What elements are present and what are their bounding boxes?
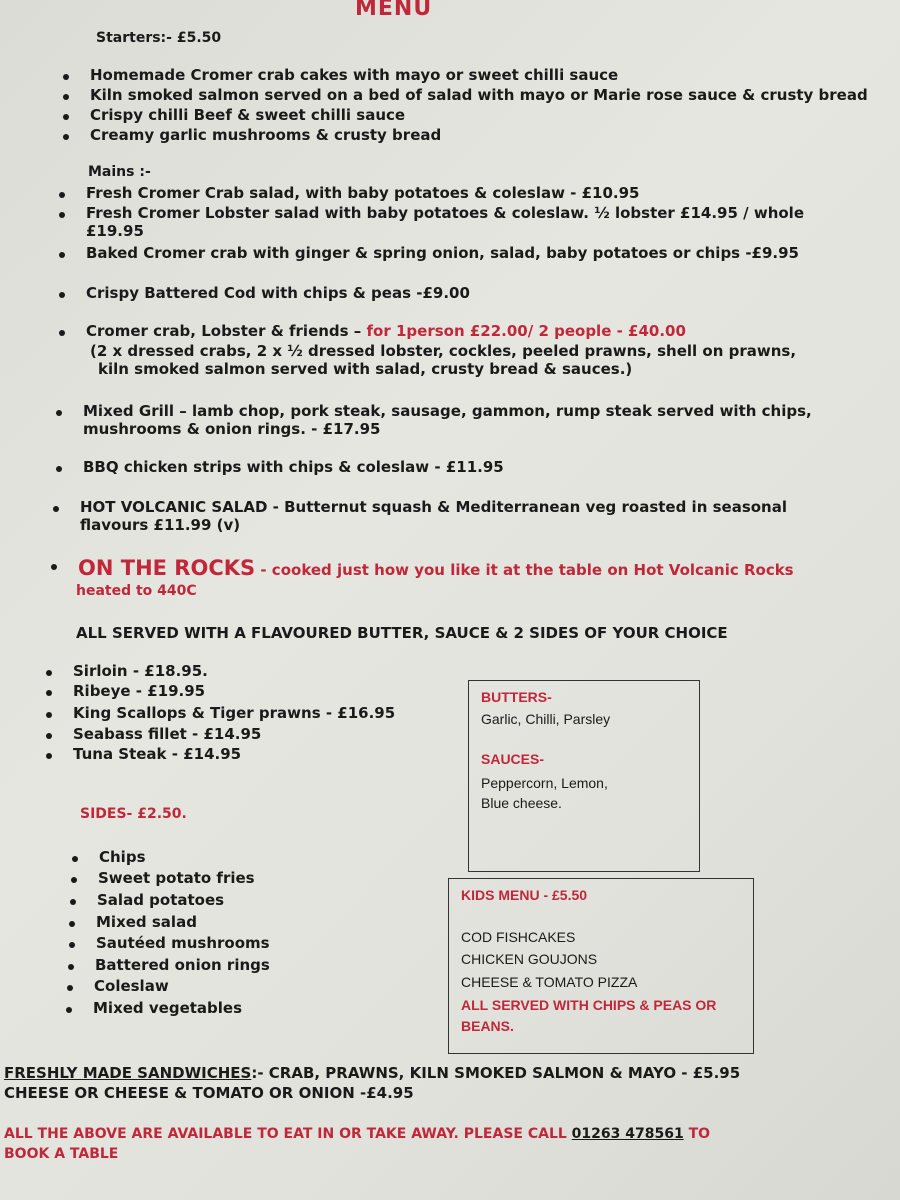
main-item: Fresh Cromer Crab salad, with baby potatoes & coleslaw - £10.95: [86, 184, 640, 202]
kids-note: BEANS.: [461, 1018, 514, 1034]
kids-heading: KIDS MENU - £5.50: [461, 887, 588, 903]
starter-item: Homemade Cromer crab cakes with mayo or sweet chilli sauce: [90, 66, 619, 84]
kids-item: CHEESE & TOMATO PIZZA: [461, 974, 638, 990]
main-item: BBQ chicken strips with chips & coleslaw - £11.95: [83, 458, 504, 476]
footer-line2: BOOK A TABLE: [4, 1146, 119, 1162]
side-item: Sweet potato fries: [98, 869, 255, 887]
side-item: Chips: [99, 848, 146, 866]
side-item: Salad potatoes: [97, 891, 225, 909]
footer-text: TO: [683, 1126, 711, 1142]
platter-name: Cromer crab, Lobster & friends –: [86, 322, 367, 340]
sandwiches-fillings: :- CRAB, PRAWNS, KILN SMOKED SALMON & MAYO - £5.95: [251, 1064, 741, 1082]
main-item-cont: mushrooms & onion rings. - £17.95: [83, 420, 381, 438]
main-item: Fresh Cromer Lobster salad with baby potatoes & coleslaw. ½ lobster £14.95 / whole: [86, 204, 805, 222]
platter-price: for 1person £22.00/ 2 people - £40.00: [366, 322, 686, 340]
side-item: Coleslaw: [94, 977, 169, 995]
menu-title: MENU: [355, 0, 433, 21]
rocks-item: Sirloin - £18.95.: [73, 662, 208, 680]
sauces-heading: SAUCES-: [481, 751, 545, 767]
side-item: Battered onion rings: [95, 956, 270, 974]
main-item-cont: flavours £11.99 (v): [80, 516, 241, 534]
butters-heading: BUTTERS-: [481, 689, 552, 705]
kids-item: COD FISHCAKES: [461, 929, 576, 945]
sauces-list: Blue cheese.: [481, 795, 562, 811]
starter-item: Kiln smoked salmon served on a bed of salad with mayo or Marie rose sauce & crusty bread: [90, 86, 868, 104]
rocks-heading: [78, 556, 794, 580]
rocks-item: Tuna Steak - £14.95: [73, 745, 242, 763]
butters-sauces-box: [468, 680, 700, 872]
main-item: Baked Cromer crab with ginger & spring onion, salad, baby potatoes or chips -£9.95: [86, 244, 799, 262]
side-item: Mixed vegetables: [93, 999, 243, 1017]
main-item-cont: £19.95: [86, 222, 144, 240]
rocks-desc-cont: heated to 440C: [76, 583, 197, 599]
sandwiches-line2: CHEESE OR CHEESE & TOMATO OR ONION -£4.95: [4, 1084, 414, 1102]
starter-item: Creamy garlic mushrooms & crusty bread: [90, 126, 442, 144]
platter-desc: kiln smoked salmon served with salad, crusty bread & sauces.): [98, 360, 633, 378]
sandwiches-line: [4, 1064, 740, 1082]
footer-text: ALL THE ABOVE ARE AVAILABLE TO EAT IN OR TAKE AWAY. PLEASE CALL: [4, 1126, 572, 1142]
main-item-platter: [86, 322, 686, 340]
rocks-item: Ribeye - £19.95: [73, 682, 206, 700]
phone-number[interactable]: 01263 478561: [571, 1126, 684, 1142]
side-item: Mixed salad: [96, 913, 197, 931]
sides-heading: SIDES- £2.50.: [80, 806, 187, 822]
main-item: Crispy Battered Cod with chips & peas -£9.00: [86, 284, 470, 302]
starters-heading: Starters:- £5.50: [96, 30, 222, 46]
starter-item: Crispy chilli Beef & sweet chilli sauce: [90, 106, 406, 124]
platter-desc: (2 x dressed crabs, 2 x ½ dressed lobster, cockles, peeled prawns, shell on prawns,: [90, 342, 797, 360]
rocks-item: King Scallops & Tiger prawns - £16.95: [73, 704, 396, 722]
mains-heading: Mains :-: [88, 164, 151, 180]
main-item: Mixed Grill – lamb chop, pork steak, sausage, gammon, rump steak served with chips,: [83, 402, 812, 420]
side-item: Sautéed mushrooms: [96, 934, 270, 952]
main-item: HOT VOLCANIC SALAD - Butternut squash & Mediterranean veg roasted in seasonal: [80, 498, 787, 516]
kids-item: CHICKEN GOUJONS: [461, 951, 598, 967]
rocks-title: ON THE ROCKS: [78, 556, 256, 580]
footer-line: [4, 1126, 710, 1142]
kids-note: ALL SERVED WITH CHIPS & PEAS OR: [461, 997, 717, 1013]
sandwiches-label: FRESHLY MADE SANDWICHES: [4, 1064, 252, 1082]
rocks-desc: - cooked just how you like it at the table on Hot Volcanic Rocks: [255, 561, 794, 579]
rocks-item: Seabass fillet - £14.95: [73, 725, 262, 743]
kids-menu-box: [448, 878, 754, 1054]
rocks-served-note: ALL SERVED WITH A FLAVOURED BUTTER, SAUCE & 2 SIDES OF YOUR CHOICE: [76, 624, 728, 642]
butters-list: Garlic, Chilli, Parsley: [481, 711, 611, 727]
sauces-list: Peppercorn, Lemon,: [481, 775, 608, 791]
